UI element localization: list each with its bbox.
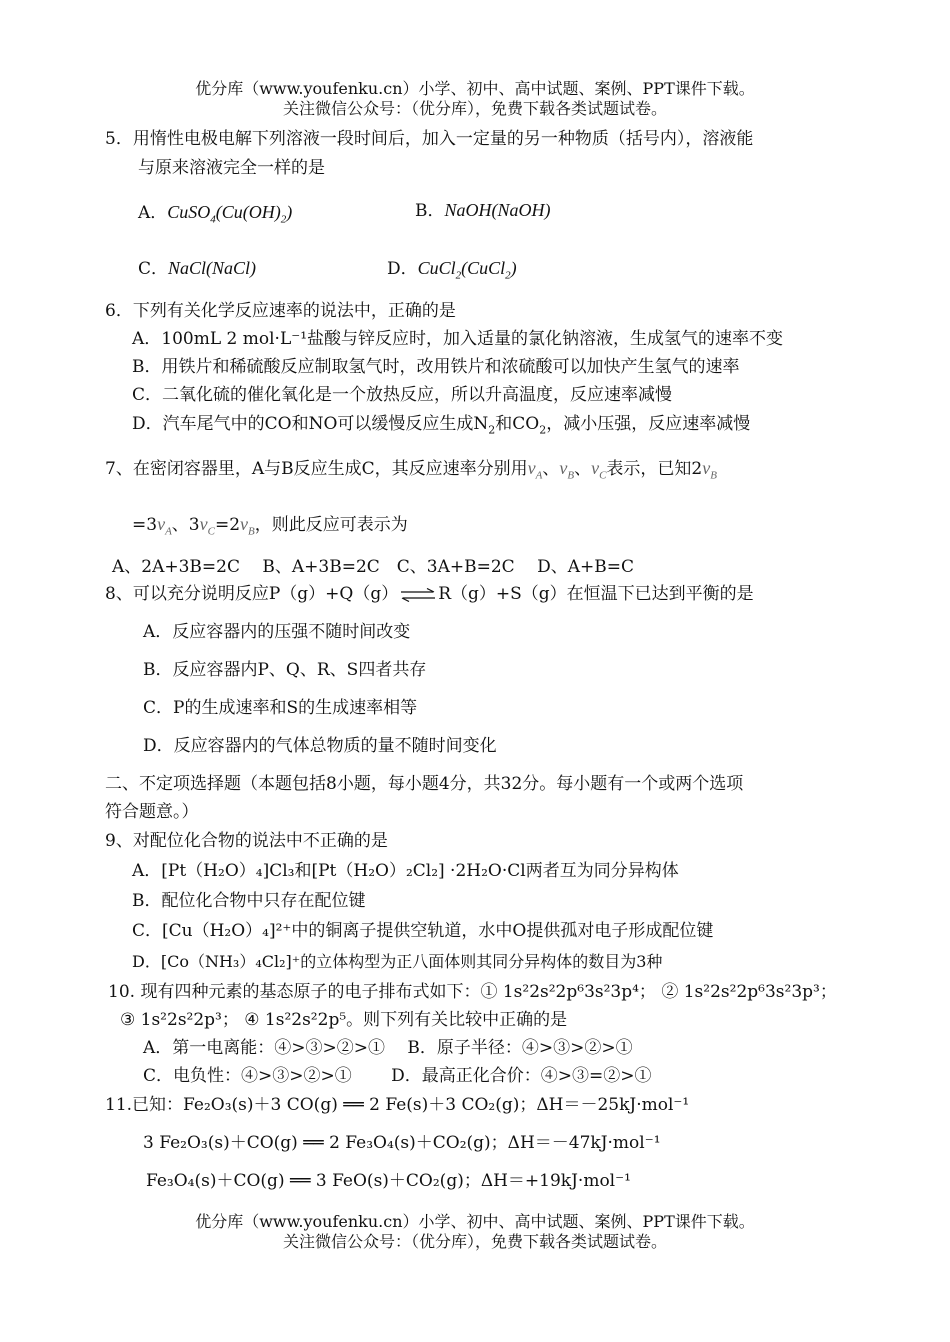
q9-option-c: C．[Cu（H₂O）₄]²⁺中的铜离子提供空轨道，水中O提供孤对电子形成配位键 (132, 921, 714, 941)
q10-line-1: 10. 现有四种元素的基态原子的电子排布式如下：① 1s²2s²2p⁶3s²3p⁴； ② 1s²2s²2p⁶3s²3p³； (108, 982, 837, 1002)
equilibrium-arrow-icon (400, 588, 436, 602)
q7-v-a: $v_A$ (527, 458, 543, 482)
q5-stem-2: 与原来溶液完全一样的是 (138, 158, 325, 178)
q5-option-b (415, 199, 551, 222)
section2-line-1: 二、不定项选择题（本题包括8小题，每小题4分，共32分。每小题有一个或两个选项 (105, 774, 744, 794)
q5-d-label: D． (387, 259, 418, 279)
q5-option-c (138, 257, 256, 280)
q11-line-3: Fe₃O₄(s)＋CO(g) ══ 3 FeO(s)＋CO₂(g)；ΔH＝+19kJ·mol⁻¹ (146, 1171, 631, 1191)
q7-options: A、2A+3B=2C B、A+3B=2C C、3A+B=2C D、A+B=C (112, 557, 634, 577)
q8-stem: 8、可以充分说明反应P（g）+Q（g） R（g）+S（g）在恒温下已达到平衡的是 (105, 584, 754, 604)
q5-option-a (138, 201, 292, 224)
q9-option-d: D．[Co（NH₃）₄Cl₂]⁺的立体构型为正八面体则其同分异构体的数目为3种 (132, 952, 663, 971)
q6-option-d: D．汽车尾气中的CO和NO可以缓慢反应生成$N_2$和$CO_2$，减小压强，反应速率减慢 (132, 414, 751, 437)
q5-b-label: B． (415, 201, 445, 221)
q8-option-b: B．反应容器内P、Q、R、S四者共存 (143, 660, 427, 680)
header-line-1: 优分库（www.youfenku.cn）小学、初中、高中试题、案例、PPT课件下载。 (195, 79, 755, 98)
q7-v-b-2: $v_B$ (702, 458, 717, 482)
q10-line-2: ③ 1s²2s²2p³； ④ 1s²2s²2p⁵。则下列有关比较中正确的是 (120, 1010, 568, 1030)
q8-option-c: C．P的生成速率和S的生成速率相等 (143, 698, 418, 718)
q11-line-1: 11.已知：Fe₂O₃(s)＋3 CO(g) ══ 2 Fe(s)＋3 CO₂(g)；ΔH＝－25kJ·mol⁻¹ (105, 1095, 690, 1115)
header-line-2: 关注微信公众号：（优分库），免费下载各类试题试卷。 (282, 99, 667, 118)
q9-stem: 9、对配位化合物的说法中不正确的是 (105, 831, 388, 851)
section2-line-2: 符合题意。） (105, 802, 199, 822)
q10-options-ab: A．第一电离能：④>③>②>① B．原子半径：④>③>②>① (143, 1038, 633, 1058)
q6-stem: 6．下列有关化学反应速率的说法中，正确的是 (105, 301, 456, 321)
q5-d-formula: CuCl$_2$(CuCl$_2$) (417, 258, 517, 282)
q5-b-formula: NaOH(NaOH) (444, 200, 551, 220)
q8-option-d: D．反应容器内的气体总物质的量不随时间变化 (143, 736, 497, 756)
q7-v-b: $v_B$ (559, 458, 575, 482)
q7-line-2: $=3v_A$、$3v_C=2v_B$，则此反应可表示为 (132, 514, 408, 538)
q5-c-formula: NaCl(NaCl) (168, 258, 257, 278)
q5-c-label: C． (138, 259, 169, 279)
q5-stem-1: 5．用惰性电极电解下列溶液一段时间后，加入一定量的另一种物质（括号内），溶液能 (105, 129, 754, 149)
footer-line-2: 关注微信公众号：（优分库），免费下载各类试题试卷。 (282, 1232, 667, 1251)
q5-a-label: A． (138, 203, 168, 223)
q9-option-b: B．配位化合物中只存在配位键 (132, 891, 366, 911)
footer-line-1: 优分库（www.youfenku.cn）小学、初中、高中试题、案例、PPT课件下载。 (195, 1212, 755, 1231)
q11-line-2: 3 Fe₂O₃(s)＋CO(g) ══ 2 Fe₃O₄(s)＋CO₂(g)；ΔH＝－47kJ·mol⁻¹ (143, 1133, 661, 1153)
q10-options-cd: C．电负性：④>③>②>① D．最高正化合价：④>③=②>① (143, 1066, 652, 1086)
q5-a-formula: $CuSO_4(Cu(OH)_2)$ (167, 202, 293, 226)
q6-option-a: A．100mL 2 mol·L⁻¹盐酸与锌反应时，加入适量的氯化钠溶液，生成氢气的速率不变 (132, 329, 784, 349)
q7-stem: 7、在密闭容器里，A与B反应生成C，其反应速率分别用$v_A$、$v_B$、$v_C$表示，已知$2v_B$ (105, 458, 717, 482)
q6-option-b: B．用铁片和稀硫酸反应制取氢气时，改用铁片和浓硫酸可以加快产生氢气的速率 (132, 357, 740, 377)
q8-option-a: A．反应容器内的压强不随时间改变 (143, 622, 411, 642)
q5-option-d (387, 257, 517, 280)
q7-v-c: $v_C$ (591, 458, 607, 482)
q9-option-a: A．[Pt（H₂O）₄]Cl₃和[Pt（H₂O）₂Cl₂] ·2H₂O·Cl两者互为同分异构体 (132, 861, 679, 881)
q6-option-c: C．二氧化硫的催化氧化是一个放热反应，所以升高温度，反应速率减慢 (132, 385, 673, 405)
